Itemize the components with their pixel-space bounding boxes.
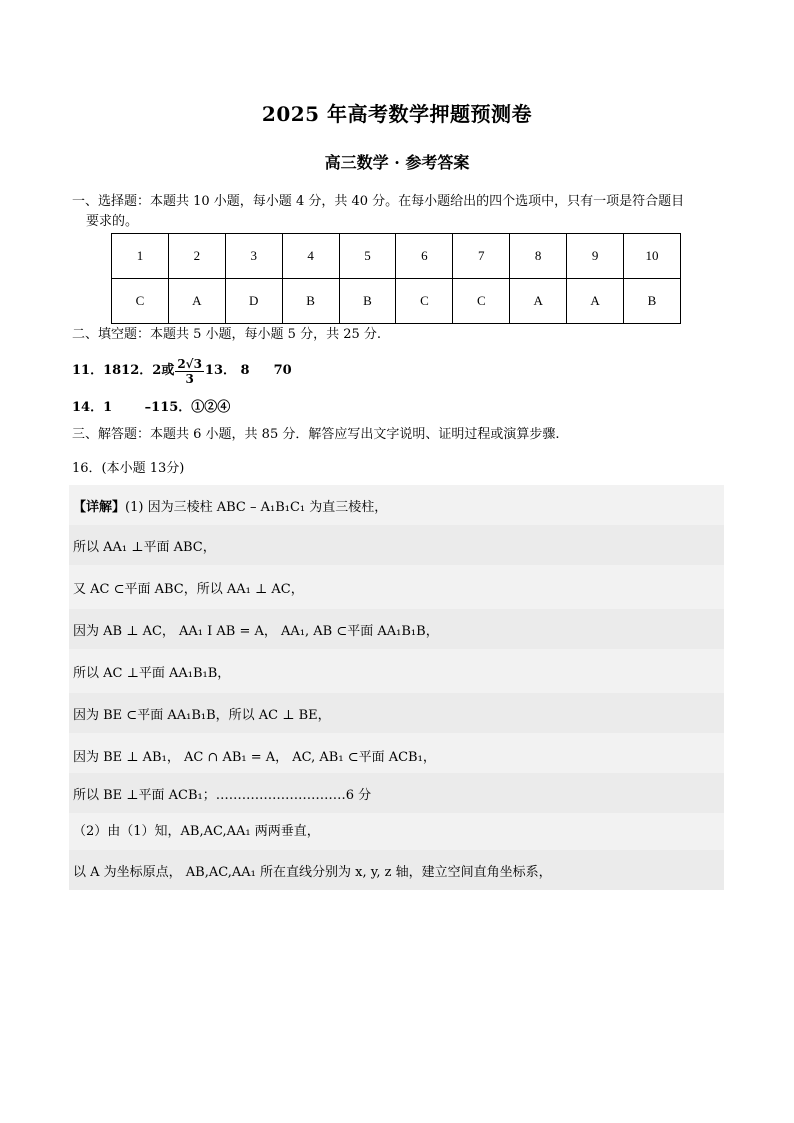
solution-line — [69, 809, 724, 849]
answer-cell: D — [225, 279, 282, 324]
solution-line — [69, 773, 724, 813]
solution-line — [69, 525, 724, 565]
solution-line — [69, 651, 724, 691]
question-number-cell: 3 — [225, 234, 282, 279]
answer-cell: C — [453, 279, 510, 324]
fill-answers-14-15 — [72, 398, 230, 418]
solution-text: 因为 AB ⊥ AC， AA₁ I AB = A， AA₁, AB ⊂平面 AA₁B₁B， — [73, 623, 439, 639]
question-number-cell: 9 — [567, 234, 624, 279]
fraction-denominator: 3 — [185, 371, 194, 386]
question-number-cell: 5 — [339, 234, 396, 279]
solution-lead: 【详解】 — [73, 499, 126, 515]
answer-13: 13． 8 — [204, 363, 250, 378]
solution-panel — [69, 485, 724, 890]
section1-heading-line2: 要求的。 — [86, 214, 139, 229]
answer-cell: C — [112, 279, 169, 324]
question-16-heading: 16．(本小题 13分) — [72, 461, 185, 476]
solution-line — [69, 485, 724, 525]
question-number-cell: 4 — [282, 234, 339, 279]
section1-heading-line1: 一、选择题：本题共 10 小题，每小题 4 分，共 40 分。在每小题给出的四个选项中，只有一项是符合题目 — [72, 194, 685, 209]
solution-text: 以 A 为坐标原点， AB,AC,AA₁ 所在直线分别为 x, y, z 轴，建立空间直角坐标系， — [73, 864, 552, 880]
answer-11-12: 11．1812．2或 — [72, 363, 175, 378]
solution-text: (1) 因为三棱柱 ABC – A₁B₁C₁ 为直三棱柱， — [125, 499, 388, 515]
answer-cell: A — [510, 279, 567, 324]
solution-line — [69, 693, 724, 733]
answer-cell: A — [567, 279, 624, 324]
fraction-answer — [175, 357, 204, 386]
fraction-numerator: 2√3 — [177, 356, 202, 371]
solution-line — [69, 609, 724, 649]
answer-14-15: –115．①②④ — [144, 400, 231, 415]
question-number-cell: 2 — [168, 234, 225, 279]
page-subtitle: 高三数学 · 参考答案 — [324, 153, 470, 172]
answer-cell: A — [168, 279, 225, 324]
solution-line — [69, 567, 724, 607]
solution-line — [69, 850, 724, 890]
question-number-cell: 6 — [396, 234, 453, 279]
solution-text: 因为 BE ⊂平面 AA₁B₁B，所以 AC ⊥ BE， — [73, 707, 331, 723]
solution-text: 又 AC ⊂平面 ABC，所以 AA₁ ⊥ AC， — [73, 581, 304, 597]
solution-text: （2）由（1）知，AB,AC,AA₁ 两两垂直， — [73, 823, 320, 839]
page-title: 2025 年高考数学押题预测卷 — [261, 102, 533, 126]
answer-cell: B — [339, 279, 396, 324]
question-number-cell: 7 — [453, 234, 510, 279]
solution-text: 所以 AA₁ ⊥平面 ABC， — [73, 539, 216, 555]
solution-line — [69, 735, 724, 775]
question-number-cell: 1 — [112, 234, 169, 279]
question-number-cell: 8 — [510, 234, 567, 279]
section3-heading: 三、解答题：本题共 6 小题，共 85 分．解答应写出文字说明、证明过程或演算步骤. — [72, 427, 560, 442]
fill-answers-11-13 — [72, 355, 292, 387]
solution-text: 所以 AC ⊥平面 AA₁B₁B， — [73, 665, 231, 681]
answer-table-answers-row — [112, 279, 681, 324]
answer-cell: C — [396, 279, 453, 324]
answer-cell: B — [282, 279, 339, 324]
solution-text: 所以 BE ⊥平面 ACB₁；…………………………6 分 — [73, 787, 372, 803]
answer-table — [111, 233, 681, 324]
answer-table-numbers-row — [112, 234, 681, 279]
question-number-cell: 10 — [624, 234, 681, 279]
solution-text: 因为 BE ⊥ AB₁， AC ∩ AB₁ = A， AC, AB₁ ⊂平面 ACB₁， — [73, 749, 436, 765]
section2-heading: 二、填空题：本题共 5 小题，每小题 5 分，共 25 分. — [72, 327, 382, 342]
answer-13-second: 70 — [273, 363, 292, 378]
answer-14: 14．1 — [72, 400, 113, 415]
answer-cell: B — [624, 279, 681, 324]
